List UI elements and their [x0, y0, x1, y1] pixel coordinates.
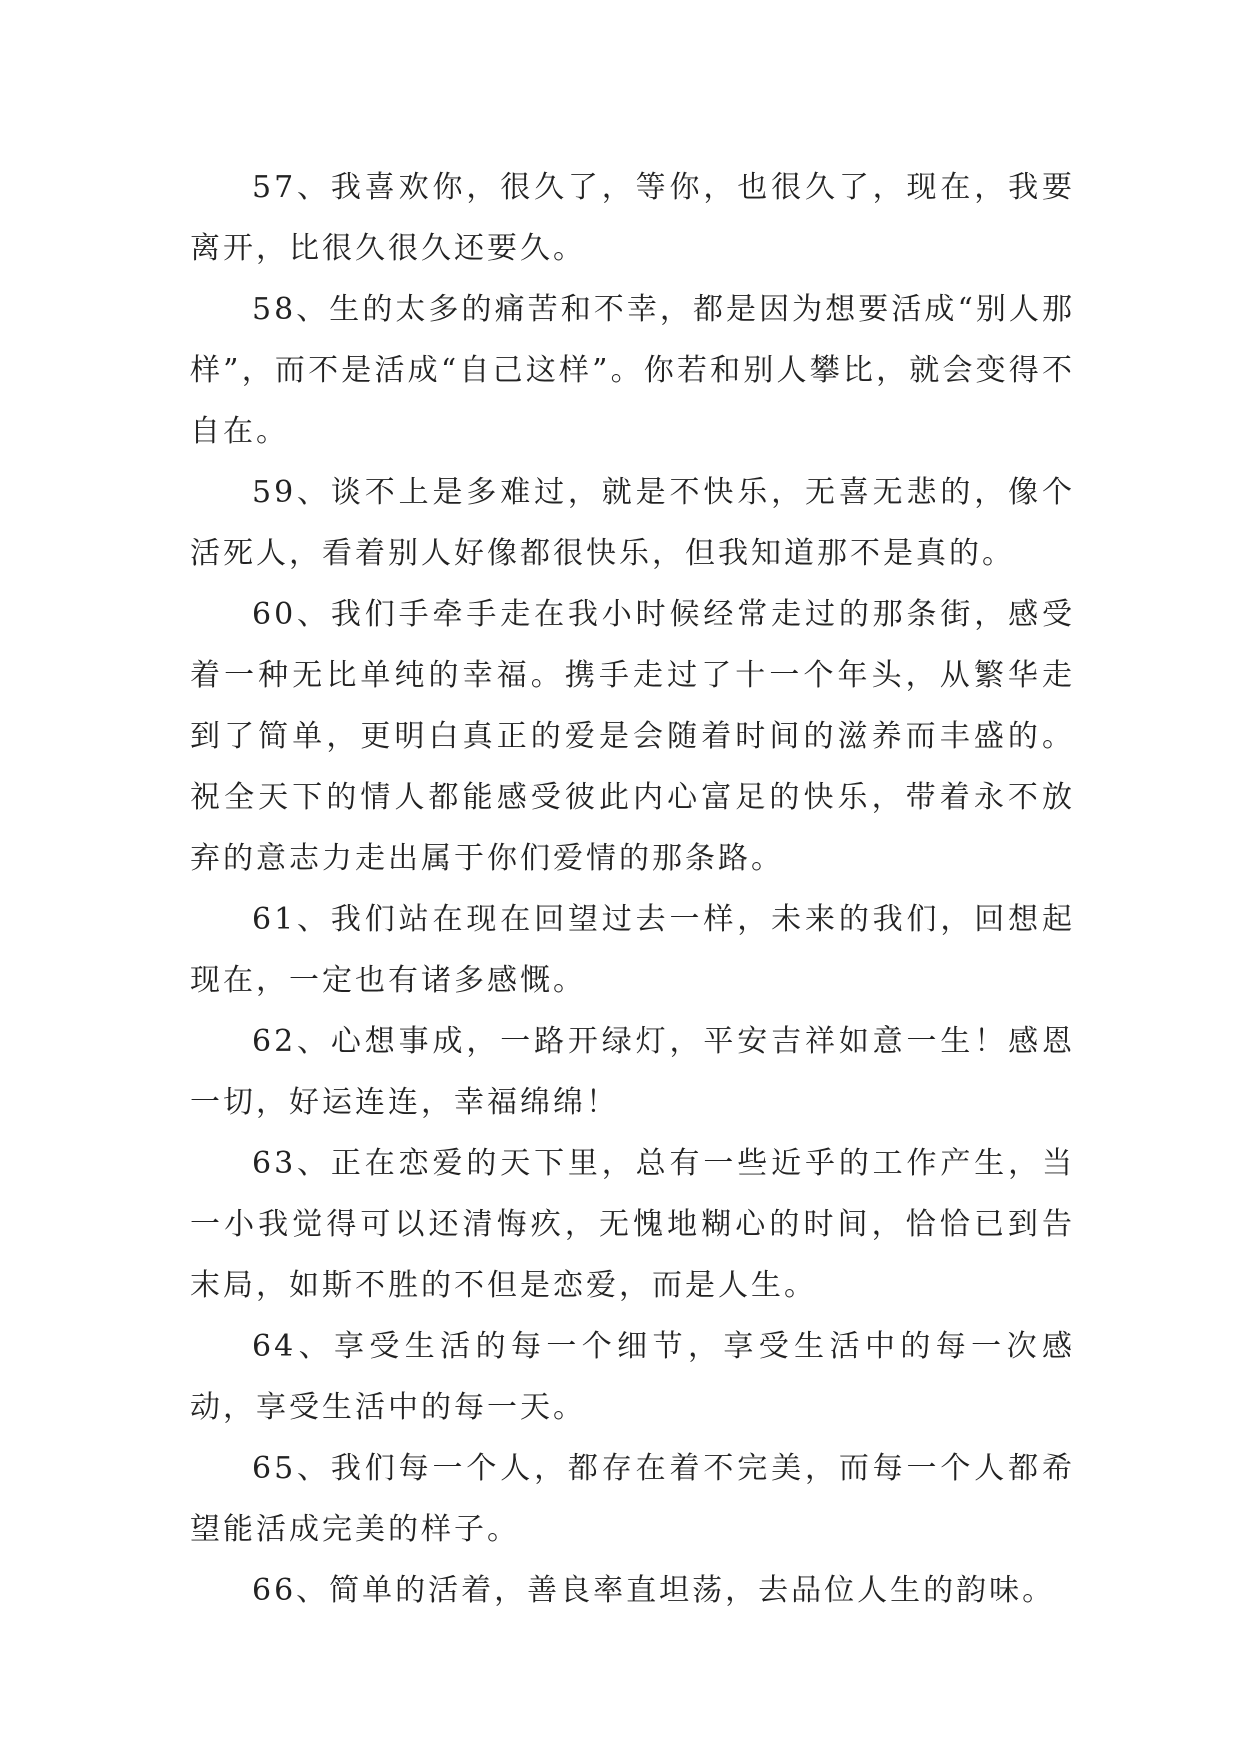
paragraph-66: 66、简单的活着，善良率直坦荡，去品位人生的韵味。: [252, 1573, 1056, 1608]
paragraph-64: 64、享受生活的每一个细节，享受生活中的每一次感动，享受生活中的每一天。: [190, 1329, 1075, 1425]
paragraph-65: 65、我们每一个人，都存在着不完美，而每一个人都希望能活成完美的样子。: [190, 1451, 1075, 1547]
document-body: [190, 157, 1075, 1621]
paragraph-59: 59、谈不上是多难过，就是不快乐，无喜无悲的，像个活死人，看着别人好像都很快乐，但我知道那不是真的。: [190, 475, 1075, 571]
paragraph-63: 63、正在恋爱的天下里，总有一些近乎的工作产生，当一小我觉得可以还清悔疚，无愧地糊心的时间，恰恰已到告末局，如斯不胜的不但是恋爱，而是人生。: [190, 1146, 1075, 1303]
paragraph-61: 61、我们站在现在回望过去一样，未来的我们，回想起现在，一定也有诸多感慨。: [190, 902, 1075, 998]
paragraph-58: 58、生的太多的痛苦和不幸，都是因为想要活成“别人那样”，而不是活成“自己这样”。你若和别人攀比，就会变得不自在。: [190, 292, 1075, 449]
paragraph-60: 60、我们手牵手走在我小时候经常走过的那条街，感受着一种无比单纯的幸福。携手走过了十一个年头，从繁华走到了简单，更明白真正的爱是会随着时间的滋养而丰盛的。祝全天下的情人都能感受彼此内心富足的快乐，带着永不放弃的意志力走出属于你们爱情的那条路。: [190, 597, 1075, 876]
paragraph-57: 57、我喜欢你，很久了，等你，也很久了，现在，我要离开，比很久很久还要久。: [190, 170, 1075, 266]
paragraph-62: 62、心想事成，一路开绿灯，平安吉祥如意一生！感恩一切，好运连连，幸福绵绵！: [190, 1024, 1075, 1120]
